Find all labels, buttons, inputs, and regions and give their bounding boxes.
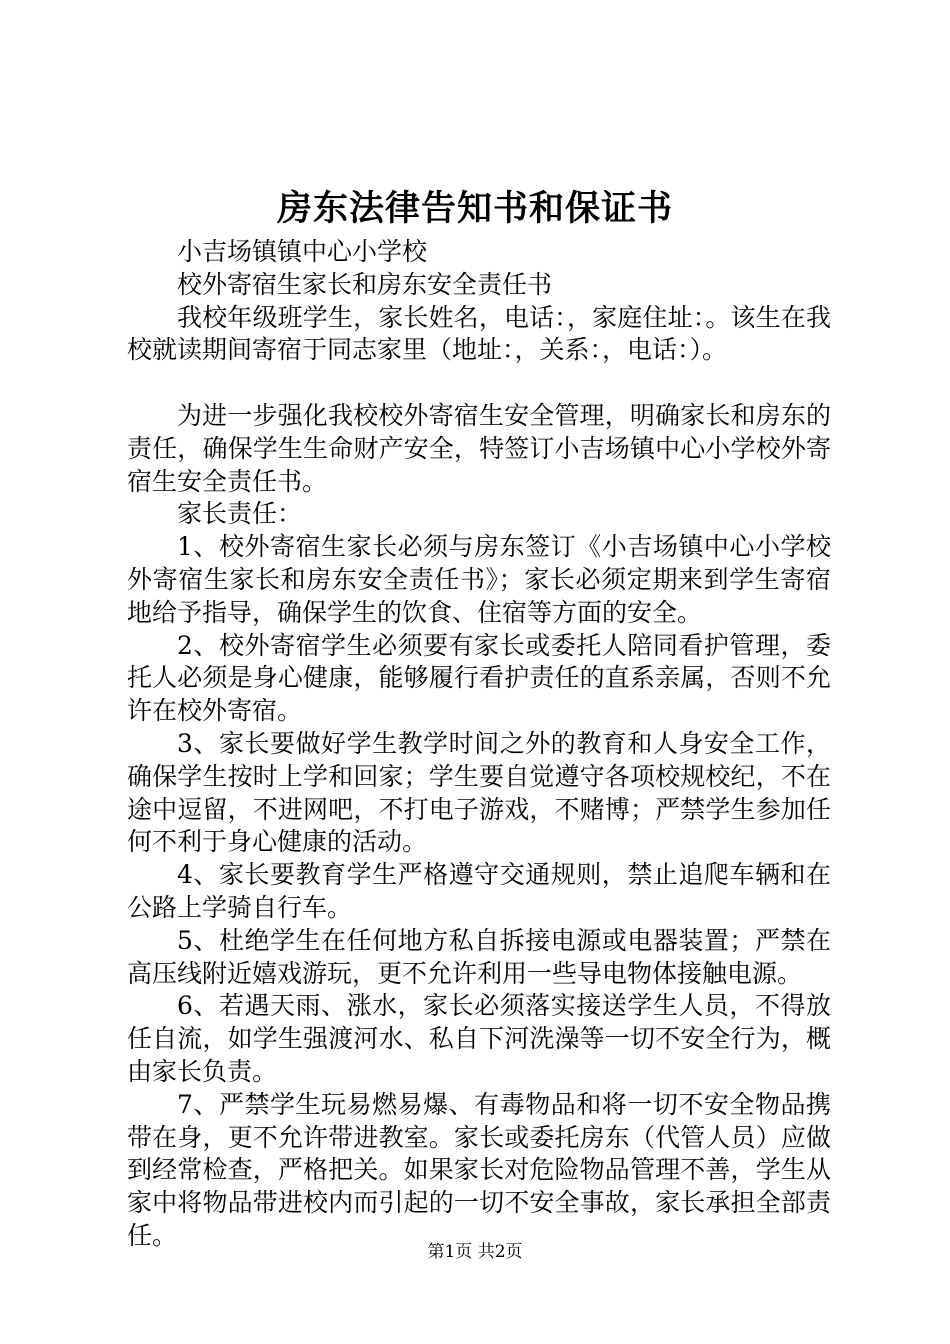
blank-line bbox=[127, 367, 831, 400]
paragraph-item-5: 5、杜绝学生在任何地方私自拆接电源或电器装置；严禁在高压线附近嬉戏游玩，更不允许利用一些导电物体接触电源。 bbox=[127, 925, 831, 988]
paragraph-item-4: 4、家长要教育学生严格遵守交通规则，禁止追爬车辆和在公路上学骑自行车。 bbox=[127, 860, 831, 922]
paragraph-item-3: 3、家长要做好学生教学时间之外的教育和人身安全工作，确保学生按时上学和回家；学生要自觉遵守各项校规校纪，不在途中逗留，不进网吧，不打电子游戏，不赌博；严禁学生参加任何不利于身心健康的活动。 bbox=[127, 728, 831, 857]
page-number-footer: 第1页 共2页 bbox=[427, 1242, 523, 1262]
paragraph-parent-duty-heading: 家长责任： bbox=[177, 499, 303, 529]
paragraph-item-2: 2、校外寄宿学生必须要有家长或委托人陪同看护管理，委托人必须是身心健康，能够履行看护责任的直系亲属，否则不允许在校外寄宿。 bbox=[127, 630, 831, 726]
paragraph-item-1: 1、校外寄宿生家长必须与房东签订《小吉场镇中心小学校外寄宿生家长和房东安全责任书》；家长必须定期来到学生寄宿地给予指导，确保学生的饮食、住宿等方面的安全。 bbox=[127, 532, 831, 627]
paragraph-item-7: 7、严禁学生玩易燃易爆、有毒物品和将一切不安全物品携带在身，更不允许带进教室。家长或委托房东（代管人员）应做到经常检查，严格把关。如果家长对危险物品管理不善，学生从家中将物品带进校内而引起的一切不安全事故，家长承担全部责任。 bbox=[127, 1089, 831, 1250]
paragraph-purpose: 为进一步强化我校校外寄宿生安全管理，明确家长和房东的责任，确保学生生命财产安全，特签订小吉场镇中心小学校外寄宿生安全责任书。 bbox=[127, 400, 831, 496]
paragraph-school-name: 小吉场镇镇中心小学校 bbox=[177, 237, 428, 266]
paragraph-item-6: 6、若遇天雨、涨水，家长必须落实接送学生人员，不得放任自流，如学生强渡河水、私自下河洗澡等一切不安全行为，概由家长负责。 bbox=[127, 991, 831, 1086]
document-body bbox=[127, 236, 831, 1253]
paragraph-subtitle: 校外寄宿生家长和房东安全责任书 bbox=[177, 269, 553, 299]
paragraph-student-info: 我校年级班学生，家长姓名，电话：，家庭住址：。该生在我校就读期间寄宿于同志家里（地址：，关系：，电话：）。 bbox=[127, 302, 831, 365]
document-title: 房东法律告知书和保证书 bbox=[276, 188, 673, 229]
